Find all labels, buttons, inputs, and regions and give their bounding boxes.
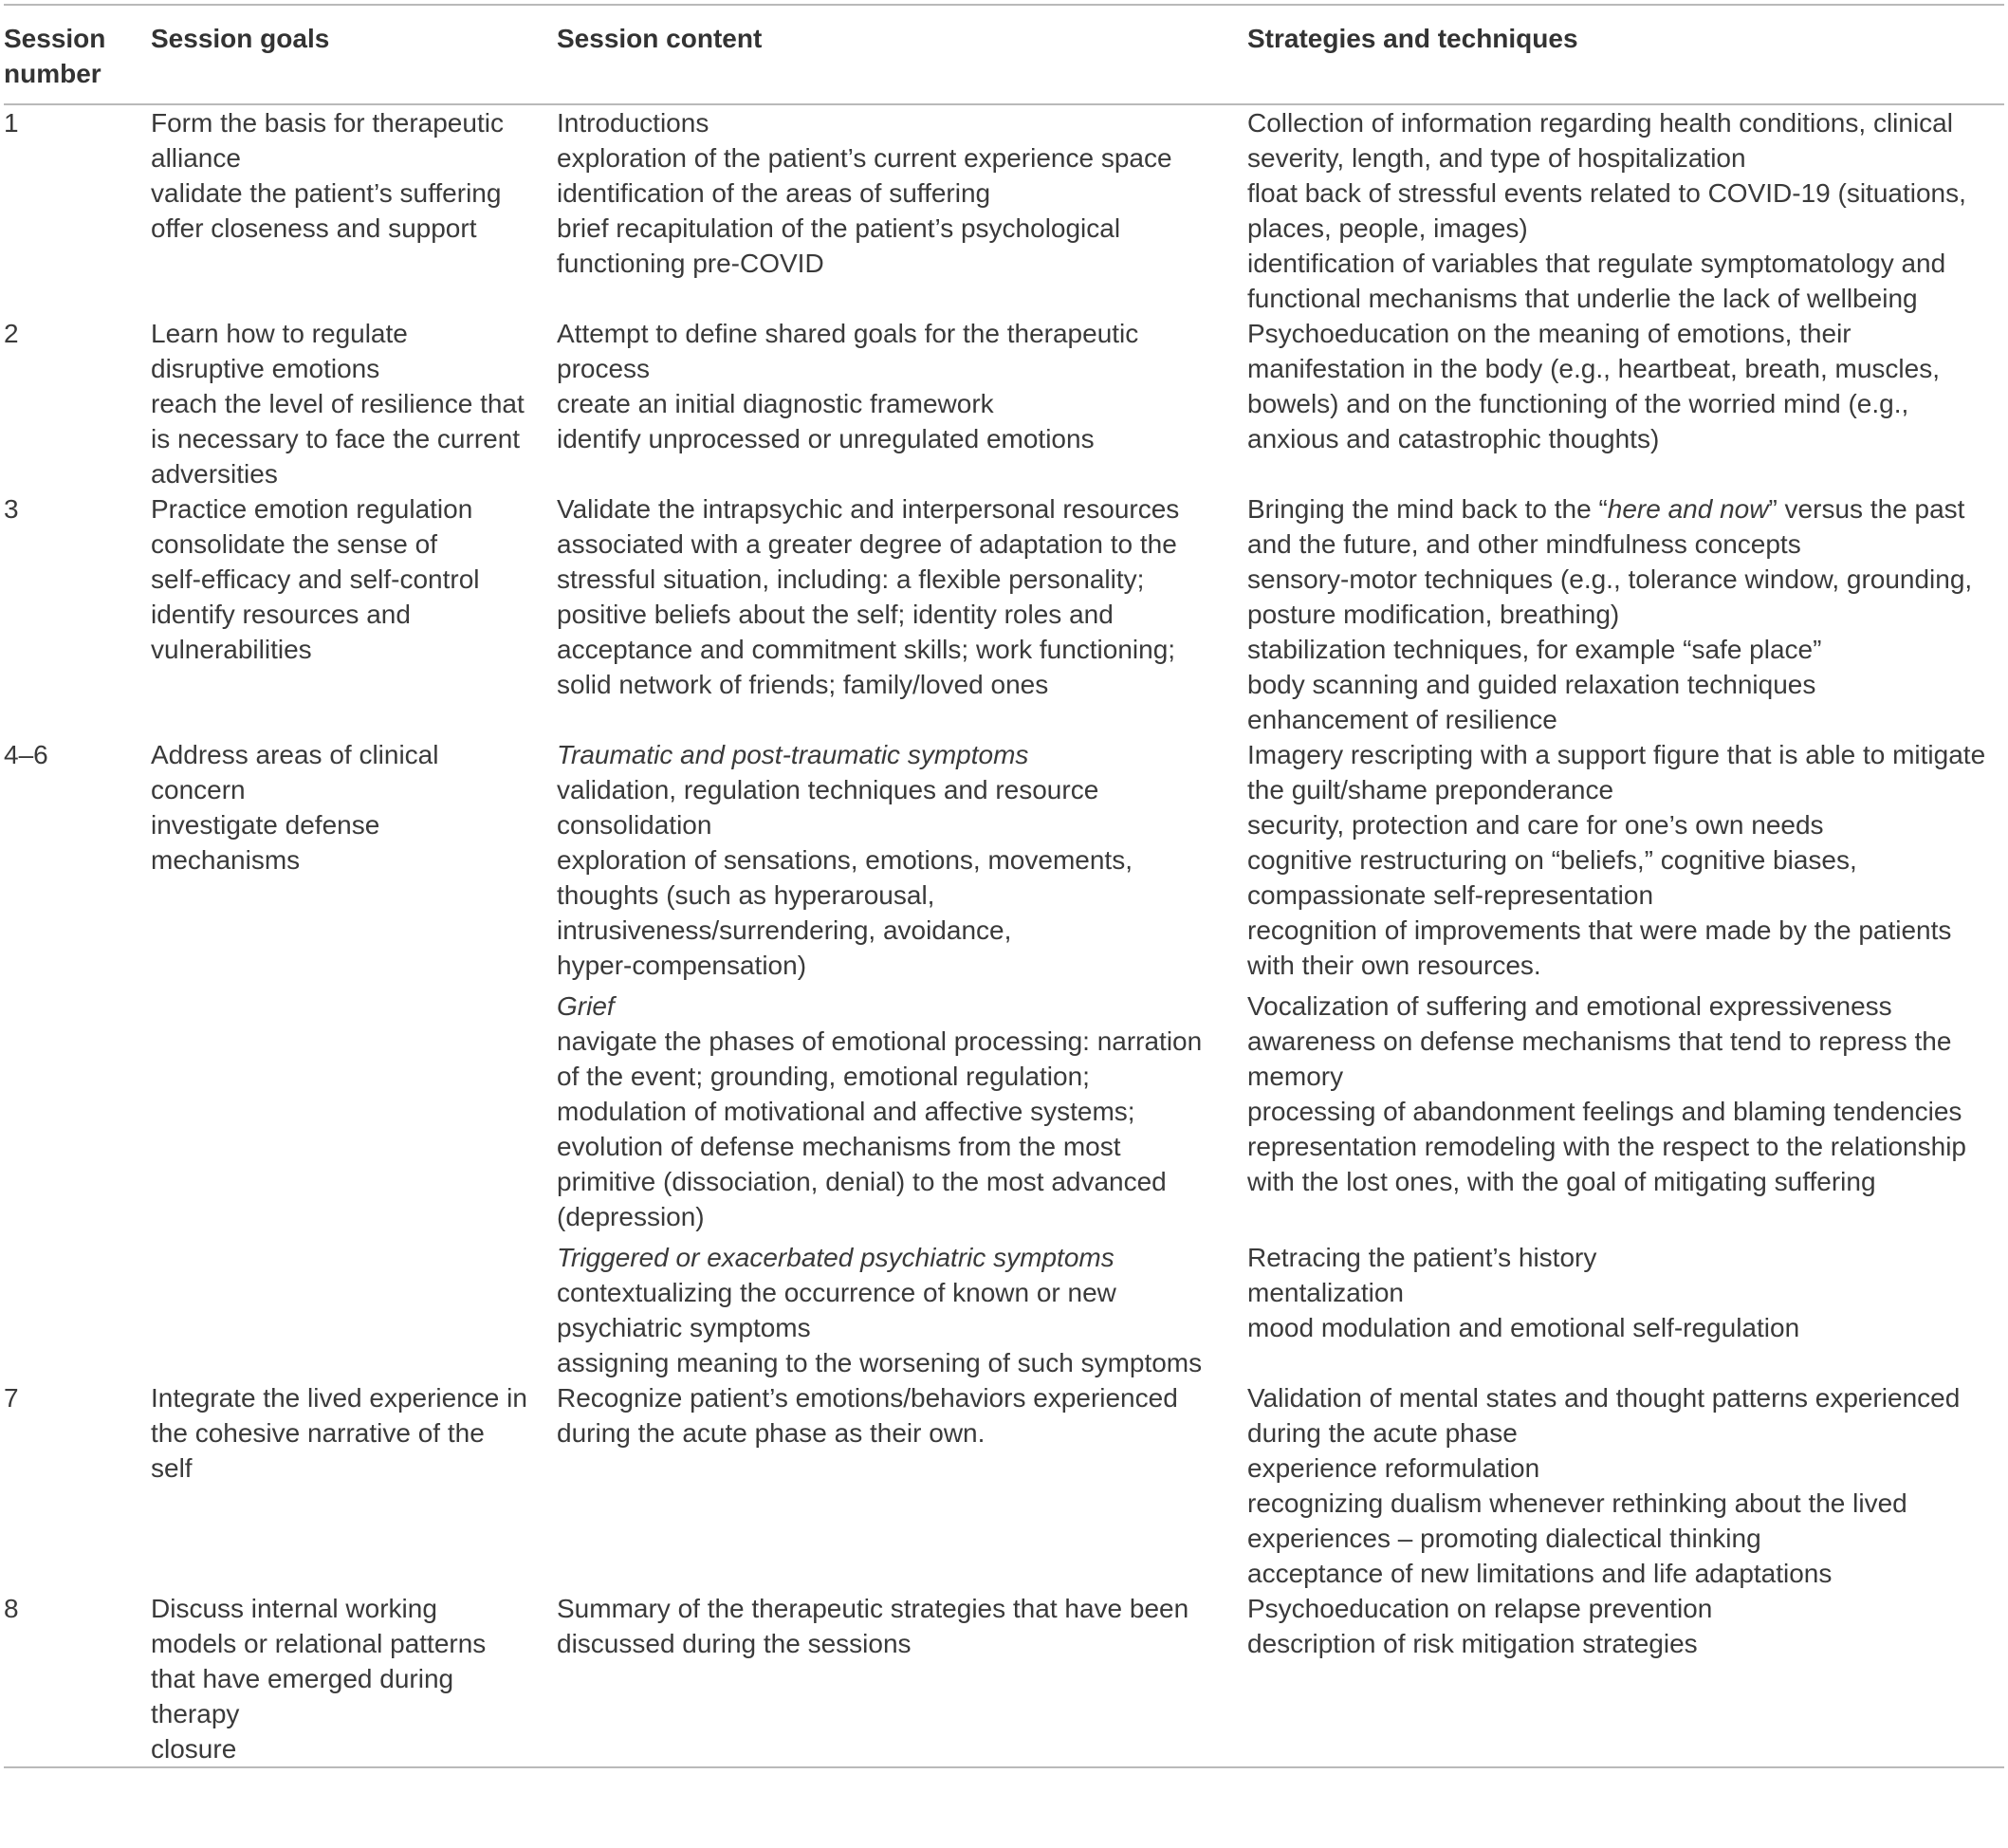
strategy-line: Bringing the mind back to the “here and now” versus the past	[1247, 494, 1965, 524]
content-line: Validate the intrapsychic and interpersonal resources	[557, 494, 1180, 524]
strategy-line: identification of variables that regulate symptomatology and	[1247, 249, 1946, 278]
header-session-goals: Session goals	[151, 5, 557, 104]
content-subheading: Grief	[557, 991, 615, 1021]
strategy-line: Retracing the patient’s history	[1247, 1243, 1597, 1272]
goal-line: that have emerged during	[151, 1664, 454, 1693]
header-strategies: Strategies and techniques	[1247, 5, 2004, 104]
session-goals-cell	[151, 316, 557, 491]
strategy-block	[1247, 737, 2004, 983]
session-number-cell	[4, 104, 151, 316]
strategy-line: enhancement of resilience	[1247, 705, 1557, 734]
content-line: intrusiveness/surrendering, avoidance,	[557, 915, 1012, 945]
strategies-cell	[1247, 737, 2004, 1380]
strategy-line: memory	[1247, 1062, 1344, 1091]
goal-line: mechanisms	[151, 845, 301, 875]
content-line: positive beliefs about the self; identity roles and	[557, 600, 1114, 629]
strategy-line: bowels) and on the functioning of the worried mind (e.g.,	[1247, 389, 1909, 418]
session-content-cell	[557, 1591, 1247, 1767]
session-number: 7	[4, 1383, 19, 1413]
strategy-line: Psychoeducation on relapse prevention	[1247, 1594, 1713, 1623]
header-session-number-line2: number	[4, 59, 101, 88]
strategy-line: representation remodeling with the respect to the relationship	[1247, 1132, 1966, 1161]
session-goals-cell	[151, 1591, 557, 1767]
content-line: discussed during the sessions	[557, 1629, 912, 1658]
session-number-cell	[4, 737, 151, 1380]
goal-line: concern	[151, 775, 246, 804]
goal-line: reach the level of resilience that	[151, 389, 525, 418]
content-subheading: Triggered or exacerbated psychiatric symptoms	[557, 1243, 1115, 1272]
goal-line: Address areas of clinical	[151, 740, 439, 769]
strategy-line: manifestation in the body (e.g., heartbeat, breath, muscles,	[1247, 354, 1940, 383]
table-row	[4, 737, 2004, 1380]
session-number: 1	[4, 108, 19, 138]
content-block	[557, 105, 1228, 316]
content-line: (depression)	[557, 1202, 705, 1231]
session-number: 8	[4, 1594, 19, 1623]
content-block	[557, 1591, 1228, 1661]
content-line: acceptance and commitment skills; work functioning;	[557, 635, 1176, 664]
content-line: Summary of the therapeutic strategies that have been	[557, 1594, 1189, 1623]
strategy-line: Psychoeducation on the meaning of emotions, their	[1247, 319, 1851, 348]
content-line: functioning pre-COVID	[557, 249, 824, 278]
content-line: validation, regulation techniques and resource	[557, 775, 1099, 804]
strategy-line: processing of abandonment feelings and blaming tendencies	[1247, 1097, 1962, 1126]
strategy-line: acceptance of new limitations and life adaptations	[1247, 1559, 1833, 1588]
goal-line: self	[151, 1453, 193, 1483]
header-session-number-line1: Session	[4, 24, 106, 53]
strategy-line: with the lost ones, with the goal of mitigating suffering	[1247, 1167, 1876, 1196]
strategy-line: with their own resources.	[1247, 951, 1541, 980]
session-goals-cell	[151, 491, 557, 737]
content-line: hyper-compensation)	[557, 951, 807, 980]
session-goals-cell	[151, 1380, 557, 1591]
session-number-cell	[4, 1591, 151, 1767]
goal-line: Practice emotion regulation	[151, 494, 473, 524]
session-table	[4, 4, 2004, 1768]
goal-line: alliance	[151, 143, 241, 173]
table-row	[4, 104, 2004, 316]
content-line: exploration of the patient’s current experience space	[557, 143, 1172, 173]
content-line: Introductions	[557, 108, 709, 138]
content-line: Recognize patient’s emotions/behaviors experienced	[557, 1383, 1178, 1413]
content-line: exploration of sensations, emotions, movements,	[557, 845, 1133, 875]
content-line: navigate the phases of emotional processing: narration	[557, 1026, 1203, 1056]
content-block	[557, 1240, 1228, 1380]
content-block	[557, 491, 1228, 737]
content-line: process	[557, 354, 651, 383]
goal-line: Learn how to regulate	[151, 319, 408, 348]
content-line: create an initial diagnostic framework	[557, 389, 994, 418]
goal-line: Integrate the lived experience in	[151, 1383, 527, 1413]
content-line: identify unprocessed or unregulated emotions	[557, 424, 1095, 453]
strategy-line: description of risk mitigation strategies	[1247, 1629, 1698, 1658]
strategy-block	[1247, 1380, 2004, 1591]
strategy-line: mentalization	[1247, 1278, 1404, 1307]
strategy-line: and the future, and other mindfulness concepts	[1247, 529, 1801, 559]
strategies-cell	[1247, 104, 2004, 316]
table-row	[4, 1380, 2004, 1591]
strategy-line: Imagery rescripting with a support figure that is able to mitigate	[1247, 740, 1986, 769]
strategy-line: places, people, images)	[1247, 213, 1528, 243]
table-body	[4, 104, 2004, 1767]
strategy-line: awareness on defense mechanisms that tend to repress the	[1247, 1026, 1952, 1056]
goal-line: vulnerabilities	[151, 635, 312, 664]
strategies-cell	[1247, 1380, 2004, 1591]
strategy-line: Collection of information regarding health conditions, clinical	[1247, 108, 1953, 138]
strategy-line: sensory-motor techniques (e.g., tolerance window, grounding,	[1247, 564, 1973, 594]
content-line: thoughts (such as hyperarousal,	[557, 880, 935, 910]
content-line: consolidation	[557, 810, 712, 840]
content-line: primitive (dissociation, denial) to the most advanced	[557, 1167, 1167, 1196]
session-number: 4–6	[4, 740, 48, 769]
strategy-line: Validation of mental states and thought patterns experienced	[1247, 1383, 1961, 1413]
session-number: 2	[4, 319, 19, 348]
header-session-number	[4, 5, 151, 104]
strategy-block	[1247, 105, 2004, 316]
header-row	[4, 5, 2004, 104]
goal-line: is necessary to face the current	[151, 424, 521, 453]
strategy-line: body scanning and guided relaxation techniques	[1247, 670, 1816, 699]
strategy-line: experience reformulation	[1247, 1453, 1540, 1483]
strategy-line: float back of stressful events related to COVID-19 (situations,	[1247, 178, 1966, 208]
goal-line: identify resources and	[151, 600, 411, 629]
strategy-line: recognizing dualism whenever rethinking about the lived	[1247, 1488, 1907, 1518]
session-goals-cell	[151, 737, 557, 1380]
content-line: brief recapitulation of the patient’s psychological	[557, 213, 1121, 243]
content-line: solid network of friends; family/loved ones	[557, 670, 1049, 699]
strategy-block	[1247, 491, 2004, 737]
strategies-cell	[1247, 1591, 2004, 1767]
strategies-cell	[1247, 491, 2004, 737]
content-block	[557, 1380, 1228, 1591]
goal-line: Discuss internal working	[151, 1594, 437, 1623]
session-number-cell	[4, 316, 151, 491]
session-content-cell	[557, 737, 1247, 1380]
strategy-line: severity, length, and type of hospitalization	[1247, 143, 1746, 173]
strategy-line: experiences – promoting dialectical thinking	[1247, 1524, 1761, 1553]
goal-line: consolidate the sense of	[151, 529, 437, 559]
content-line: associated with a greater degree of adaptation to the	[557, 529, 1177, 559]
goal-line: validate the patient’s suffering	[151, 178, 502, 208]
content-line: psychiatric symptoms	[557, 1313, 811, 1342]
strategy-block	[1247, 1240, 2004, 1380]
content-line: assigning meaning to the worsening of such symptoms	[557, 1348, 1203, 1377]
header-session-content: Session content	[557, 5, 1247, 104]
strategy-line: security, protection and care for one’s own needs	[1247, 810, 1824, 840]
content-block	[557, 316, 1228, 456]
goal-line: self-efficacy and self-control	[151, 564, 480, 594]
goal-line: the cohesive narrative of the	[151, 1418, 485, 1448]
table-row	[4, 316, 2004, 491]
content-line: of the event; grounding, emotional regulation;	[557, 1062, 1090, 1091]
strategy-block	[1247, 316, 2004, 456]
session-number-cell	[4, 491, 151, 737]
strategy-block	[1247, 1591, 2004, 1661]
strategy-line: posture modification, breathing)	[1247, 600, 1620, 629]
goal-line: adversities	[151, 459, 278, 489]
table-row	[4, 491, 2004, 737]
session-number: 3	[4, 494, 19, 524]
session-content-cell	[557, 491, 1247, 737]
table-row	[4, 1591, 2004, 1767]
strategy-line: mood modulation and emotional self-regulation	[1247, 1313, 1800, 1342]
strategy-line: Vocalization of suffering and emotional expressiveness	[1247, 991, 1892, 1021]
content-block	[557, 989, 1228, 1234]
strategy-line: stabilization techniques, for example “safe place”	[1247, 635, 1822, 664]
goal-line: models or relational patterns	[151, 1629, 487, 1658]
session-number-cell	[4, 1380, 151, 1591]
session-content-cell	[557, 104, 1247, 316]
content-line: identification of the areas of suffering	[557, 178, 991, 208]
goal-line: investigate defense	[151, 810, 380, 840]
content-line: contextualizing the occurrence of known or new	[557, 1278, 1116, 1307]
session-content-cell	[557, 1380, 1247, 1591]
goal-line: therapy	[151, 1699, 240, 1728]
strategy-block	[1247, 989, 2004, 1234]
strategy-line: anxious and catastrophic thoughts)	[1247, 424, 1660, 453]
strategy-line: cognitive restructuring on “beliefs,” cognitive biases,	[1247, 845, 1857, 875]
goal-line: disruptive emotions	[151, 354, 380, 383]
strategy-line: functional mechanisms that underlie the lack of wellbeing	[1247, 284, 1918, 313]
goal-line: Form the basis for therapeutic	[151, 108, 504, 138]
strategy-line: recognition of improvements that were made by the patients	[1247, 915, 1952, 945]
goal-line: offer closeness and support	[151, 213, 477, 243]
content-line: stressful situation, including: a flexible personality;	[557, 564, 1145, 594]
strategy-line: the guilt/shame preponderance	[1247, 775, 1614, 804]
content-line: during the acute phase as their own.	[557, 1418, 986, 1448]
content-line: evolution of defense mechanisms from the most	[557, 1132, 1121, 1161]
content-line: Attempt to define shared goals for the therapeutic	[557, 319, 1139, 348]
content-subheading: Traumatic and post-traumatic symptoms	[557, 740, 1029, 769]
strategy-line: compassionate self-representation	[1247, 880, 1654, 910]
session-content-cell	[557, 316, 1247, 491]
session-goals-cell	[151, 104, 557, 316]
strategies-cell	[1247, 316, 2004, 491]
content-block	[557, 737, 1228, 983]
content-line: modulation of motivational and affective systems;	[557, 1097, 1135, 1126]
goal-line: closure	[151, 1734, 237, 1764]
strategy-line: during the acute phase	[1247, 1418, 1518, 1448]
table-header	[4, 5, 2004, 104]
